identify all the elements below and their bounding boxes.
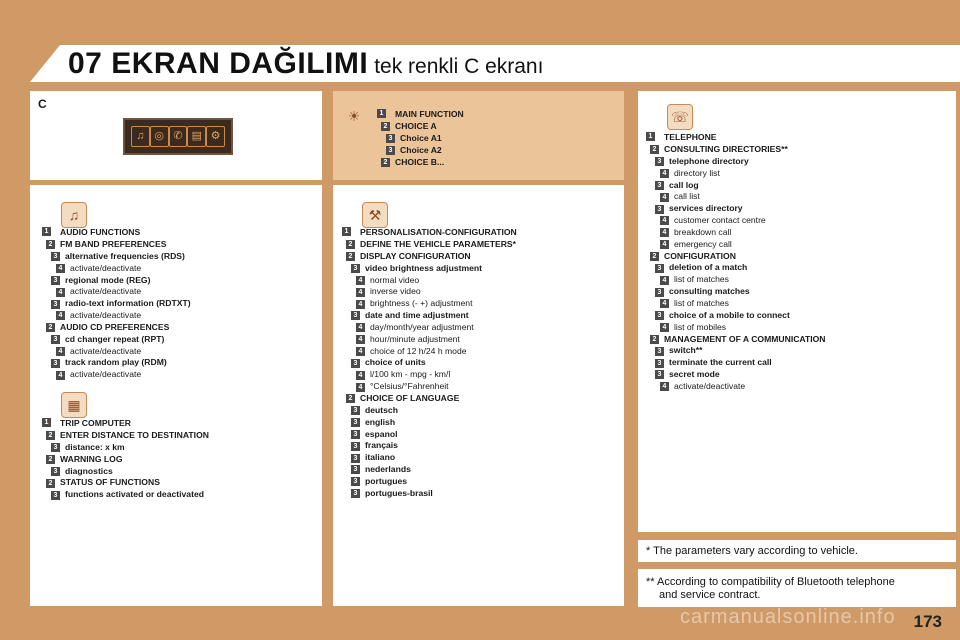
level-marker: 3 xyxy=(655,347,664,356)
menu-item-text: nederlands xyxy=(365,464,411,475)
watermark: carmanualsonline.info xyxy=(680,606,896,628)
light-settings-icon: ☀ xyxy=(347,107,361,124)
menu-item-text: directory list xyxy=(674,167,720,178)
level-marker: 4 xyxy=(660,193,669,202)
level-marker: 3 xyxy=(351,359,360,368)
menu-item-text: °Celsius/°Fahrenheit xyxy=(370,381,449,392)
level-marker: 4 xyxy=(660,276,669,285)
footnote-line-1: ** According to compatibility of Bluetooth telephone xyxy=(646,576,895,588)
menu-item-text: deletion of a match xyxy=(669,262,748,273)
level-marker: 4 xyxy=(660,216,669,225)
menu-item-text: emergency call xyxy=(674,238,732,249)
level-marker: 3 xyxy=(51,467,60,476)
level-marker: 2 xyxy=(346,252,355,261)
level-marker: 3 xyxy=(655,311,664,320)
level-marker: 2 xyxy=(650,335,659,344)
level-marker: 3 xyxy=(351,465,360,474)
menu-item-text: Choice A1 xyxy=(400,132,442,143)
menu-item-text: activate/deactivate xyxy=(70,345,142,356)
level-marker: 4 xyxy=(660,228,669,237)
menu-item-text: activate/deactivate xyxy=(70,369,142,380)
level-marker: 4 xyxy=(56,347,65,356)
level-marker: 3 xyxy=(655,205,664,214)
menu-item-text: STATUS OF FUNCTIONS xyxy=(60,477,160,488)
menu-item-text: call log xyxy=(669,179,699,190)
level-marker: 1 xyxy=(377,109,386,118)
menu-item-text: DEFINE THE VEHICLE PARAMETERS* xyxy=(360,239,516,249)
level-marker: 4 xyxy=(356,335,365,344)
level-marker: 3 xyxy=(351,406,360,415)
menu-item-text: activate/deactivate xyxy=(70,262,142,273)
settings-icon: ⚙ xyxy=(206,126,225,147)
menu-item-text: normal video xyxy=(370,274,420,285)
menu-item-text: CHOICE B... xyxy=(395,156,445,167)
menu-item-text: consulting matches xyxy=(669,286,750,297)
menu-item-text: hour/minute adjustment xyxy=(370,333,460,344)
menu-item-text: choice of units xyxy=(365,357,426,368)
footnote-vehicle-parameters: * The parameters vary according to vehicle. xyxy=(646,545,858,557)
level-marker: 3 xyxy=(655,370,664,379)
menu-item-text: CHOICE OF LANGUAGE xyxy=(360,392,460,403)
menu-item-text: PERSONALISATION-CONFIGURATION xyxy=(360,227,517,237)
menu-item-text: english xyxy=(365,416,396,427)
mode-label: C xyxy=(38,97,47,111)
level-marker: 4 xyxy=(356,347,365,356)
menu-item-text: français xyxy=(365,440,398,451)
menu-item-text: MANAGEMENT OF A COMMUNICATION xyxy=(664,333,826,344)
menu-item-text: CONSULTING DIRECTORIES** xyxy=(664,144,788,154)
menu-item-text: distance: x km xyxy=(65,441,125,452)
trip-computer-icon: ▦ xyxy=(61,392,87,418)
main-function-panel xyxy=(333,91,624,180)
level-marker: 3 xyxy=(351,477,360,486)
level-marker: 2 xyxy=(650,145,659,154)
footnote-line-2: and service contract. xyxy=(659,589,761,601)
menu-item-text: terminate the current call xyxy=(669,357,772,368)
page-number: 173 xyxy=(913,612,942,631)
menu-item-text: video brightness adjustment xyxy=(365,262,482,273)
level-marker: 3 xyxy=(351,418,360,427)
menu-item-text: customer contact centre xyxy=(674,215,766,226)
level-marker: 2 xyxy=(381,122,390,131)
level-marker: 3 xyxy=(51,335,60,344)
level-marker: 4 xyxy=(356,288,365,297)
menu-item-text: espanol xyxy=(365,428,398,439)
level-marker: 3 xyxy=(351,454,360,463)
level-marker: 3 xyxy=(51,359,60,368)
menu-item-text: breakdown call xyxy=(674,226,732,237)
menu-item-text: TELEPHONE xyxy=(664,132,717,142)
menu-item-text: FM BAND PREFERENCES xyxy=(60,239,167,249)
level-marker: 4 xyxy=(660,240,669,249)
level-marker: 2 xyxy=(346,394,355,403)
menu-item-text: deutsch xyxy=(365,404,398,415)
level-marker: 4 xyxy=(356,323,365,332)
level-marker: 3 xyxy=(351,442,360,451)
radio-icon: ▤ xyxy=(187,126,206,147)
menu-item-text: telephone directory xyxy=(669,155,749,166)
level-marker: 4 xyxy=(356,383,365,392)
level-marker: 3 xyxy=(51,491,60,500)
menu-item-text: inverse video xyxy=(370,286,421,297)
level-marker: 4 xyxy=(356,276,365,285)
level-marker: 4 xyxy=(356,300,365,309)
cd-icon: ◎ xyxy=(150,126,169,147)
menu-item-text: AUDIO FUNCTIONS xyxy=(60,227,141,237)
level-marker: 4 xyxy=(356,371,365,380)
level-marker: 2 xyxy=(46,323,55,332)
menu-item-text: brightness (- +) adjustment xyxy=(370,298,473,309)
menu-item-text: activate/deactivate xyxy=(70,286,142,297)
menu-item-text: services directory xyxy=(669,203,743,214)
menu-item-text: portugues-brasil xyxy=(365,487,433,498)
level-marker: 3 xyxy=(51,300,60,309)
footnote-bluetooth-compatibility xyxy=(646,576,895,602)
menu-item-text: italiano xyxy=(365,452,396,463)
menu-item-text: AUDIO CD PREFERENCES xyxy=(60,321,170,332)
level-marker: 2 xyxy=(346,240,355,249)
level-marker: 4 xyxy=(660,169,669,178)
level-marker: 3 xyxy=(351,264,360,273)
level-marker: 4 xyxy=(56,264,65,273)
monochrome-display xyxy=(123,118,233,155)
level-marker: 3 xyxy=(655,157,664,166)
menu-item-text: functions activated or deactivated xyxy=(65,489,204,500)
level-marker: 4 xyxy=(56,311,65,320)
level-marker: 3 xyxy=(51,276,60,285)
menu-item-text: list of mobiles xyxy=(674,321,727,332)
menu-item-text: call list xyxy=(674,191,700,202)
menu-item-text: l/100 km - mpg - km/l xyxy=(370,369,451,380)
level-marker: 3 xyxy=(386,146,395,155)
menu-item-text: secret mode xyxy=(669,369,720,380)
menu-item-text: WARNING LOG xyxy=(60,453,123,464)
menu-item-text: list of matches xyxy=(674,274,729,285)
phone-icon: ✆ xyxy=(169,126,188,147)
menu-item-text: track random play (RDM) xyxy=(65,357,167,368)
menu-item-text: choice of a mobile to connect xyxy=(669,309,790,320)
menu-item-text: activate/deactivate xyxy=(674,380,746,391)
music-note-icon: ♫ xyxy=(131,126,150,147)
menu-item-text: portugues xyxy=(365,475,408,486)
menu-item-text: activate/deactivate xyxy=(70,310,142,321)
level-marker: 3 xyxy=(351,489,360,498)
level-marker: 3 xyxy=(655,288,664,297)
page-title xyxy=(68,47,543,81)
title-text: 07 EKRAN DAĞILIMI xyxy=(68,47,369,80)
menu-item-text: cd changer repeat (RPT) xyxy=(65,333,165,344)
mobile-phone-icon: ☏ xyxy=(667,104,693,130)
level-marker: 2 xyxy=(381,158,390,167)
menu-item-text: regional mode (REG) xyxy=(65,274,151,285)
level-marker: 2 xyxy=(46,455,55,464)
level-marker: 1 xyxy=(42,418,51,427)
menu-item-text: switch** xyxy=(669,345,703,356)
level-marker: 4 xyxy=(660,299,669,308)
menu-item-text: day/month/year adjustment xyxy=(370,321,474,332)
menu-item-text: radio-text information (RDTXT) xyxy=(65,298,191,309)
personalisation-icon: ⚒ xyxy=(362,202,388,228)
menu-item-text: CONFIGURATION xyxy=(664,250,736,261)
level-marker: 3 xyxy=(655,359,664,368)
menu-item-text: CHOICE A xyxy=(395,121,437,131)
level-marker: 3 xyxy=(655,181,664,190)
level-marker: 3 xyxy=(351,430,360,439)
menu-item-text: choice of 12 h/24 h mode xyxy=(370,345,467,356)
audio-icon: ♫ xyxy=(61,202,87,228)
level-marker: 2 xyxy=(46,431,55,440)
level-marker: 3 xyxy=(51,252,60,261)
menu-item-text: Choice A2 xyxy=(400,144,442,155)
level-marker: 3 xyxy=(51,443,60,452)
menu-item-text: TRIP COMPUTER xyxy=(60,418,131,428)
menu-item-text: MAIN FUNCTION xyxy=(395,109,464,119)
level-marker: 3 xyxy=(351,311,360,320)
menu-item-text: DISPLAY CONFIGURATION xyxy=(360,250,471,261)
level-marker: 1 xyxy=(42,227,51,236)
level-marker: 4 xyxy=(56,288,65,297)
menu-item-text: diagnostics xyxy=(65,465,113,476)
level-marker: 3 xyxy=(386,134,395,143)
level-marker: 1 xyxy=(342,227,351,236)
menu-item-text: list of matches xyxy=(674,297,729,308)
level-marker: 4 xyxy=(660,382,669,391)
level-marker: 4 xyxy=(660,323,669,332)
level-marker: 3 xyxy=(655,264,664,273)
level-marker: 2 xyxy=(650,252,659,261)
menu-item-text: ENTER DISTANCE TO DESTINATION xyxy=(60,430,209,440)
menu-item-text: alternative frequencies (RDS) xyxy=(65,250,185,261)
level-marker: 4 xyxy=(56,371,65,380)
menu-item-text: date and time adjustment xyxy=(365,310,469,321)
level-marker: 2 xyxy=(46,240,55,249)
level-marker: 1 xyxy=(646,132,655,141)
page-subtitle: tek renkli C ekranı xyxy=(374,55,544,78)
level-marker: 2 xyxy=(46,479,55,488)
